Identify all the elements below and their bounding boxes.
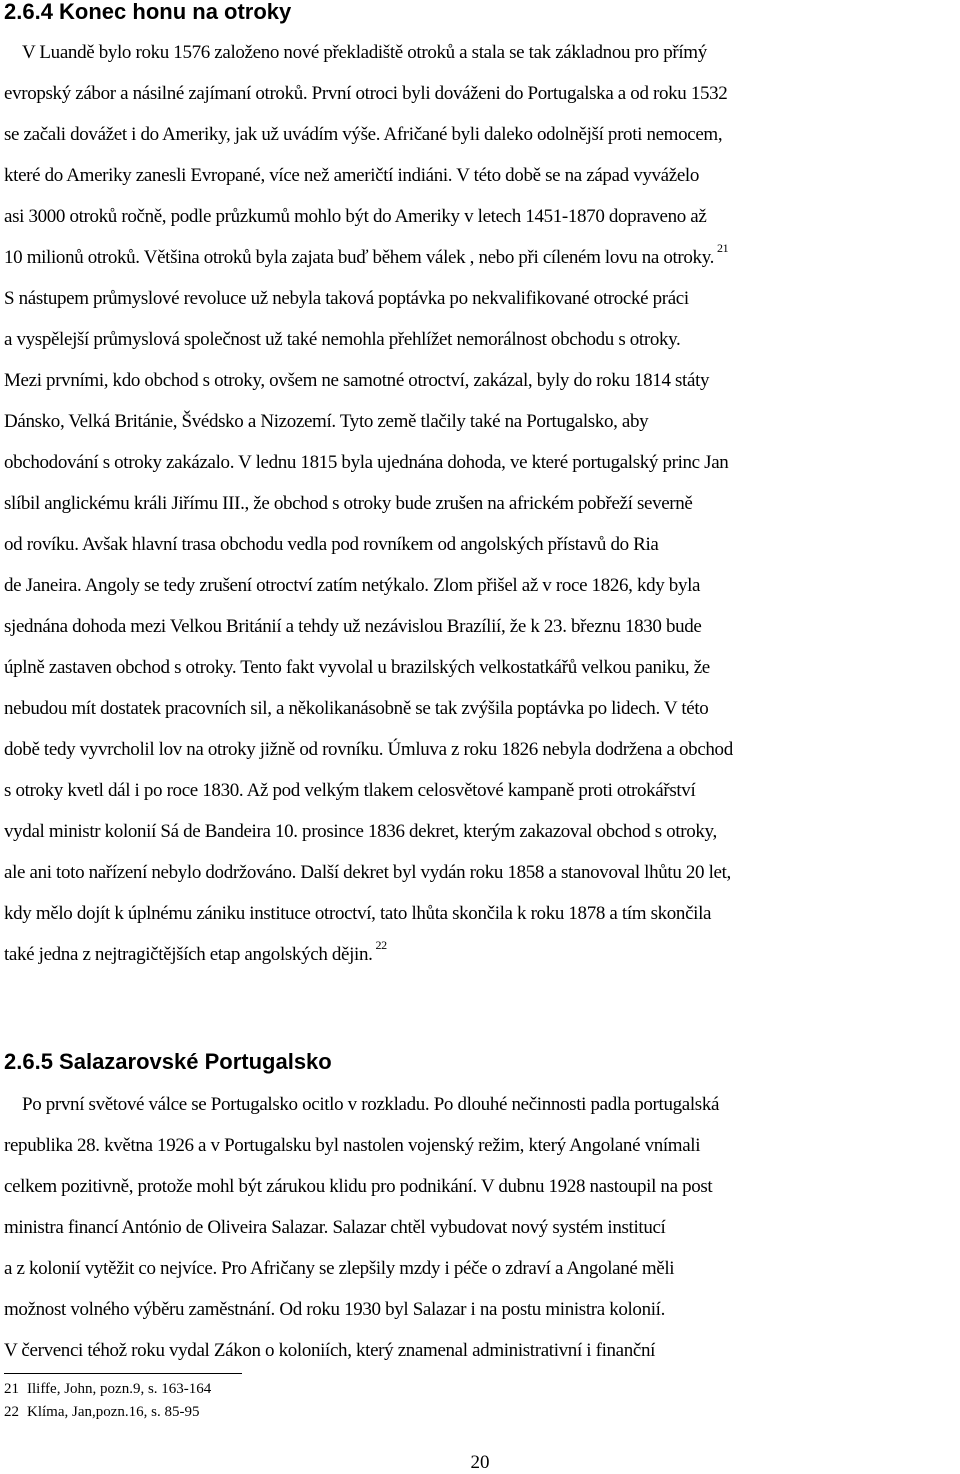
text-line: a vyspělejší průmyslová společnost už také nemohla přehlížet nemorálnost obchodu s otroky. bbox=[4, 329, 681, 350]
footnote-number: 21 bbox=[4, 1381, 19, 1397]
footnote-item bbox=[4, 1378, 211, 1401]
text-line: s otroky kvetl dál i po roce 1830. Až pod velkým tlakem celosvětové kampaně proti otrokářství bbox=[4, 780, 696, 801]
text-line: době tedy vyvrcholil lov na otroky jižně od rovníku. Úmluva z roku 1826 nebyla dodržena a obchod bbox=[4, 739, 733, 760]
text-line: se začali dovážet i do Ameriky, jak už uvádím výše. Afričané byli daleko odolnější proti nemocem, bbox=[4, 124, 723, 145]
footnote-number: 22 bbox=[4, 1404, 19, 1420]
text-line bbox=[4, 237, 960, 278]
text-line: Po první světové válce se Portugalsko ocitlo v rozkladu. Po dlouhé nečinnosti padla portugalská bbox=[22, 1094, 720, 1115]
text-line: možnost volného výběru zaměstnání. Od roku 1930 byl Salazar i na postu ministra kolonií. bbox=[4, 1299, 665, 1320]
footnote-reference[interactable]: 22 bbox=[375, 937, 387, 952]
text-line: sjednána dohoda mezi Velkou Británií a tehdy už nezávislou Brazílií, že k 23. březnu 1830 bude bbox=[4, 616, 702, 637]
text-line: S nástupem průmyslové revoluce už nebyla taková poptávka po nekvalifikované otrocké práci bbox=[4, 288, 689, 309]
section-heading-konec-honu: 2.6.4 Konec honu na otroky bbox=[4, 0, 292, 24]
footnote-reference[interactable]: 21 bbox=[717, 240, 729, 255]
text-line: ministra financí António de Oliveira Salazar. Salazar chtěl vybudovat nový systém institucí bbox=[4, 1217, 666, 1238]
section-paragraph-konec-honu bbox=[4, 32, 960, 975]
text-line: Mezi prvními, kdo obchod s otroky, ovšem ne samotné otroctví, zakázal, byly do roku 1814 státy bbox=[4, 370, 710, 391]
footnotes bbox=[4, 1378, 211, 1424]
text-line bbox=[4, 934, 960, 975]
text-line: ale ani toto nařízení nebylo dodržováno. Další dekret byl vydán roku 1858 a stanovoval lhůtu 20 let, bbox=[4, 862, 731, 883]
text-line: celkem pozitivně, protože mohl být zárukou klidu pro podnikání. V dubnu 1928 nastoupil na post bbox=[4, 1176, 713, 1197]
footnote-text: Klíma, Jan,pozn.16, s. 85-95 bbox=[27, 1404, 200, 1420]
section-paragraph-salazarovske-portugalsko bbox=[4, 1084, 960, 1371]
text-line: Dánsko, Velká Británie, Švédsko a Nizozemí. Tyto země tlačily také na Portugalsko, aby bbox=[4, 411, 649, 432]
text-line: úplně zastaven obchod s otroky. Tento fakt vyvolal u brazilských velkostatkářů velkou paniku, že bbox=[4, 657, 710, 678]
text-line: vydal ministr kolonií Sá de Bandeira 10. prosince 1836 dekret, kterým zakazoval obchod s otroky, bbox=[4, 821, 717, 842]
text-line: nebudou mít dostatek pracovních sil, a několikanásobně se tak zvýšila poptávka po lidech. V této bbox=[4, 698, 709, 719]
footnote-item bbox=[4, 1401, 211, 1424]
text-line: kdy mělo dojít k úplnému zániku instituce otroctví, tato lhůta skončila k roku 1878 a tím skončila bbox=[4, 903, 712, 924]
text-line: obchodování s otroky zakázalo. V lednu 1815 byla ujednána dohoda, ve které portugalský princ Jan bbox=[4, 452, 729, 473]
text-line: evropský zábor a násilné zajímaní otroků. První otroci byli dováženi do Portugalska a od roku 1532 bbox=[4, 83, 728, 104]
text-line: a z kolonií vytěžit co nejvíce. Pro Afričany se zlepšily mzdy i péče o zdraví a Angolané měli bbox=[4, 1258, 675, 1279]
footnote-separator bbox=[4, 1373, 242, 1374]
footnote-text: Iliffe, John, pozn.9, s. 163-164 bbox=[27, 1381, 212, 1397]
text-line: asi 3000 otroků ročně, podle průzkumů mohlo být do Ameriky v letech 1451-1870 dopraveno až bbox=[4, 206, 707, 227]
text-line: které do Ameriky zanesli Evropané, více než američtí indiáni. V této době se na západ vyváželo bbox=[4, 165, 699, 186]
text-line: republika 28. května 1926 a v Portugalsku byl nastolen vojenský režim, který Angolané vnímali bbox=[4, 1135, 701, 1156]
text-line-content: 10 milionů otroků. Většina otroků byla zajata buď během válek , nebo při cíleném lovu na otroky. bbox=[4, 247, 715, 268]
text-line: V červenci téhož roku vydal Zákon o koloniích, který znamenal administrativní i finanční bbox=[4, 1340, 656, 1361]
page-number: 20 bbox=[470, 1452, 490, 1473]
text-line: de Janeira. Angoly se tedy zrušení otroctví zatím netýkalo. Zlom přišel až v roce 1826, kdy byla bbox=[4, 575, 701, 596]
text-line: slíbil anglickému králi Jiřímu III., že obchod s otroky bude zrušen na africkém pobřeží severně bbox=[4, 493, 693, 514]
text-line-content: také jedna z nejtragičtějších etap angolských dějin. bbox=[4, 944, 373, 965]
text-line: od rovíku. Avšak hlavní trasa obchodu vedla pod rovníkem od angolských přístavů do Ria bbox=[4, 534, 659, 555]
section-heading-salazarovske-portugalsko: 2.6.5 Salazarovské Portugalsko bbox=[4, 1049, 332, 1074]
text-line: V Luandě bylo roku 1576 založeno nové překladiště otroků a stala se tak základnou pro přímý bbox=[22, 42, 707, 63]
